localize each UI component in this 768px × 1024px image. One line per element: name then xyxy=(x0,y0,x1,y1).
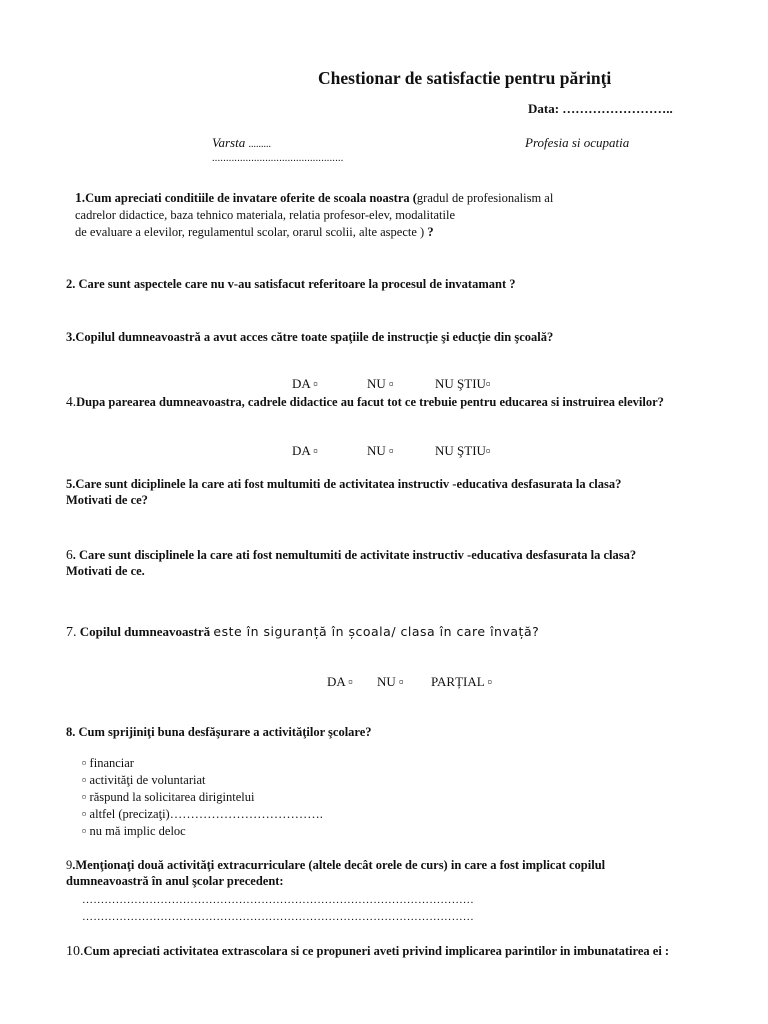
question-9-text: .Menţionaţi două activităţi extracurriculare (altele decât orele de curs) in care a fost implicat copilul dumneavoastră în anul şcolar precedent: xyxy=(66,858,606,888)
option-partial[interactable]: PARȚIAL ▫ xyxy=(431,674,493,689)
option-voluntariat[interactable]: ▫ activităţi de voluntariat xyxy=(82,773,206,787)
question-8 xyxy=(66,724,706,740)
option-financiar[interactable]: ▫ financiar xyxy=(82,756,134,770)
option-nu-stiu[interactable]: NU ŞTIU▫ xyxy=(435,376,491,391)
question-4-text: Dupa parearea dumneavoastra, cadrele didactice au facut tot ce trebuie pentru educarea si instruirea elevilor? xyxy=(76,395,664,409)
option-nu[interactable]: NU ▫ xyxy=(367,376,394,391)
option-nu-ma-implic[interactable]: ▫ nu mă implic deloc xyxy=(82,824,186,838)
question-1 xyxy=(75,189,635,241)
question-1-line-2: cadrelor didactice, baza tehnico materiala, relatia profesor-elev, modalitatile xyxy=(75,208,455,222)
question-6 xyxy=(66,547,666,579)
question-7-text: este în siguranță în școala/ clasa în care învață? xyxy=(213,624,540,639)
question-8-options xyxy=(82,755,323,840)
age-dots: ......... xyxy=(248,139,271,150)
profession-field: Profesia si ocupatia xyxy=(525,135,630,150)
answer-line-2[interactable]: …………………………………………………………………………………………… xyxy=(82,911,474,923)
option-da[interactable]: DA ▫ xyxy=(292,443,318,458)
question-8-text: . Cum sprijiniţi buna desfăşurare a activităţilor şcolare? xyxy=(72,725,372,739)
page-title: Chestionar de satisfactie pentru părinţi xyxy=(318,68,612,88)
question-5: 5.Care sunt diciplinele la care ati fost multumiti de activitatea instructiv -educativa desfasurata la clasa? Motivati de ce? xyxy=(66,477,622,507)
option-nu-stiu[interactable]: NU ŞTIU▫ xyxy=(435,443,491,458)
age-label: Varsta xyxy=(212,135,246,150)
question-3-options xyxy=(292,376,491,392)
question-8-number: 8 xyxy=(66,725,73,739)
question-2: 2. Care sunt aspectele care nu v-au satisfacut referitoare la procesul de invatamant ? xyxy=(66,277,516,291)
question-9 xyxy=(66,857,666,889)
option-da[interactable]: DA ▫ xyxy=(327,674,353,689)
question-10-number: 10. xyxy=(66,944,84,959)
option-da[interactable]: DA ▫ xyxy=(292,376,318,391)
question-1-text: gradul de profesionalism al xyxy=(416,191,554,205)
answer-line-1[interactable]: …………………………………………………………………………………………… xyxy=(82,894,474,906)
question-7-bold: Copilul dumneavoastră xyxy=(76,624,214,639)
question-9-number: 9 xyxy=(66,858,73,872)
question-10-text: Cum apreciati activitatea extrascolara si ce propuneri aveti privind implicarea parintilor in imbunatatirea ei : xyxy=(83,944,670,958)
question-7-number: 7. xyxy=(66,625,77,640)
question-1-bold: Cum apreciati conditiile de invatare oferite de scoala noastra ( xyxy=(85,191,417,205)
option-nu[interactable]: NU ▫ xyxy=(367,443,394,458)
question-1-line-3: de evaluare a elevilor, regulamentul scolar, orarul scolii, alte aspecte ) xyxy=(75,225,428,239)
option-nu[interactable]: NU ▫ xyxy=(377,674,404,689)
age-dots-line: ............................................... xyxy=(212,153,344,164)
option-altfel[interactable]: ▫ altfel (precizaţi)………………………………. xyxy=(82,807,323,821)
question-1-number: 1. xyxy=(75,190,86,205)
question-10 xyxy=(66,943,686,960)
date-field: Data: …………………….. xyxy=(528,101,673,116)
option-diriginte[interactable]: ▫ răspund la solicitarea dirigintelui xyxy=(82,790,255,804)
question-4-options xyxy=(292,443,491,459)
question-7-options xyxy=(327,674,492,690)
question-4 xyxy=(66,394,746,410)
question-1-qmark: ? xyxy=(427,225,434,239)
question-6-number: 6 xyxy=(66,547,73,562)
age-field xyxy=(212,135,271,151)
question-3: 3.Copilul dumneavoastră a avut acces către toate spaţiile de instrucţie şi educţie din şcoală? xyxy=(66,330,554,344)
question-6-text: . Care sunt disciplinele la care ati fost nemultumiti de activitate instructiv -educativa desfasurata la clasa? Motivati de ce. xyxy=(66,548,637,578)
question-4-number: 4. xyxy=(66,394,77,409)
question-7 xyxy=(66,624,539,641)
